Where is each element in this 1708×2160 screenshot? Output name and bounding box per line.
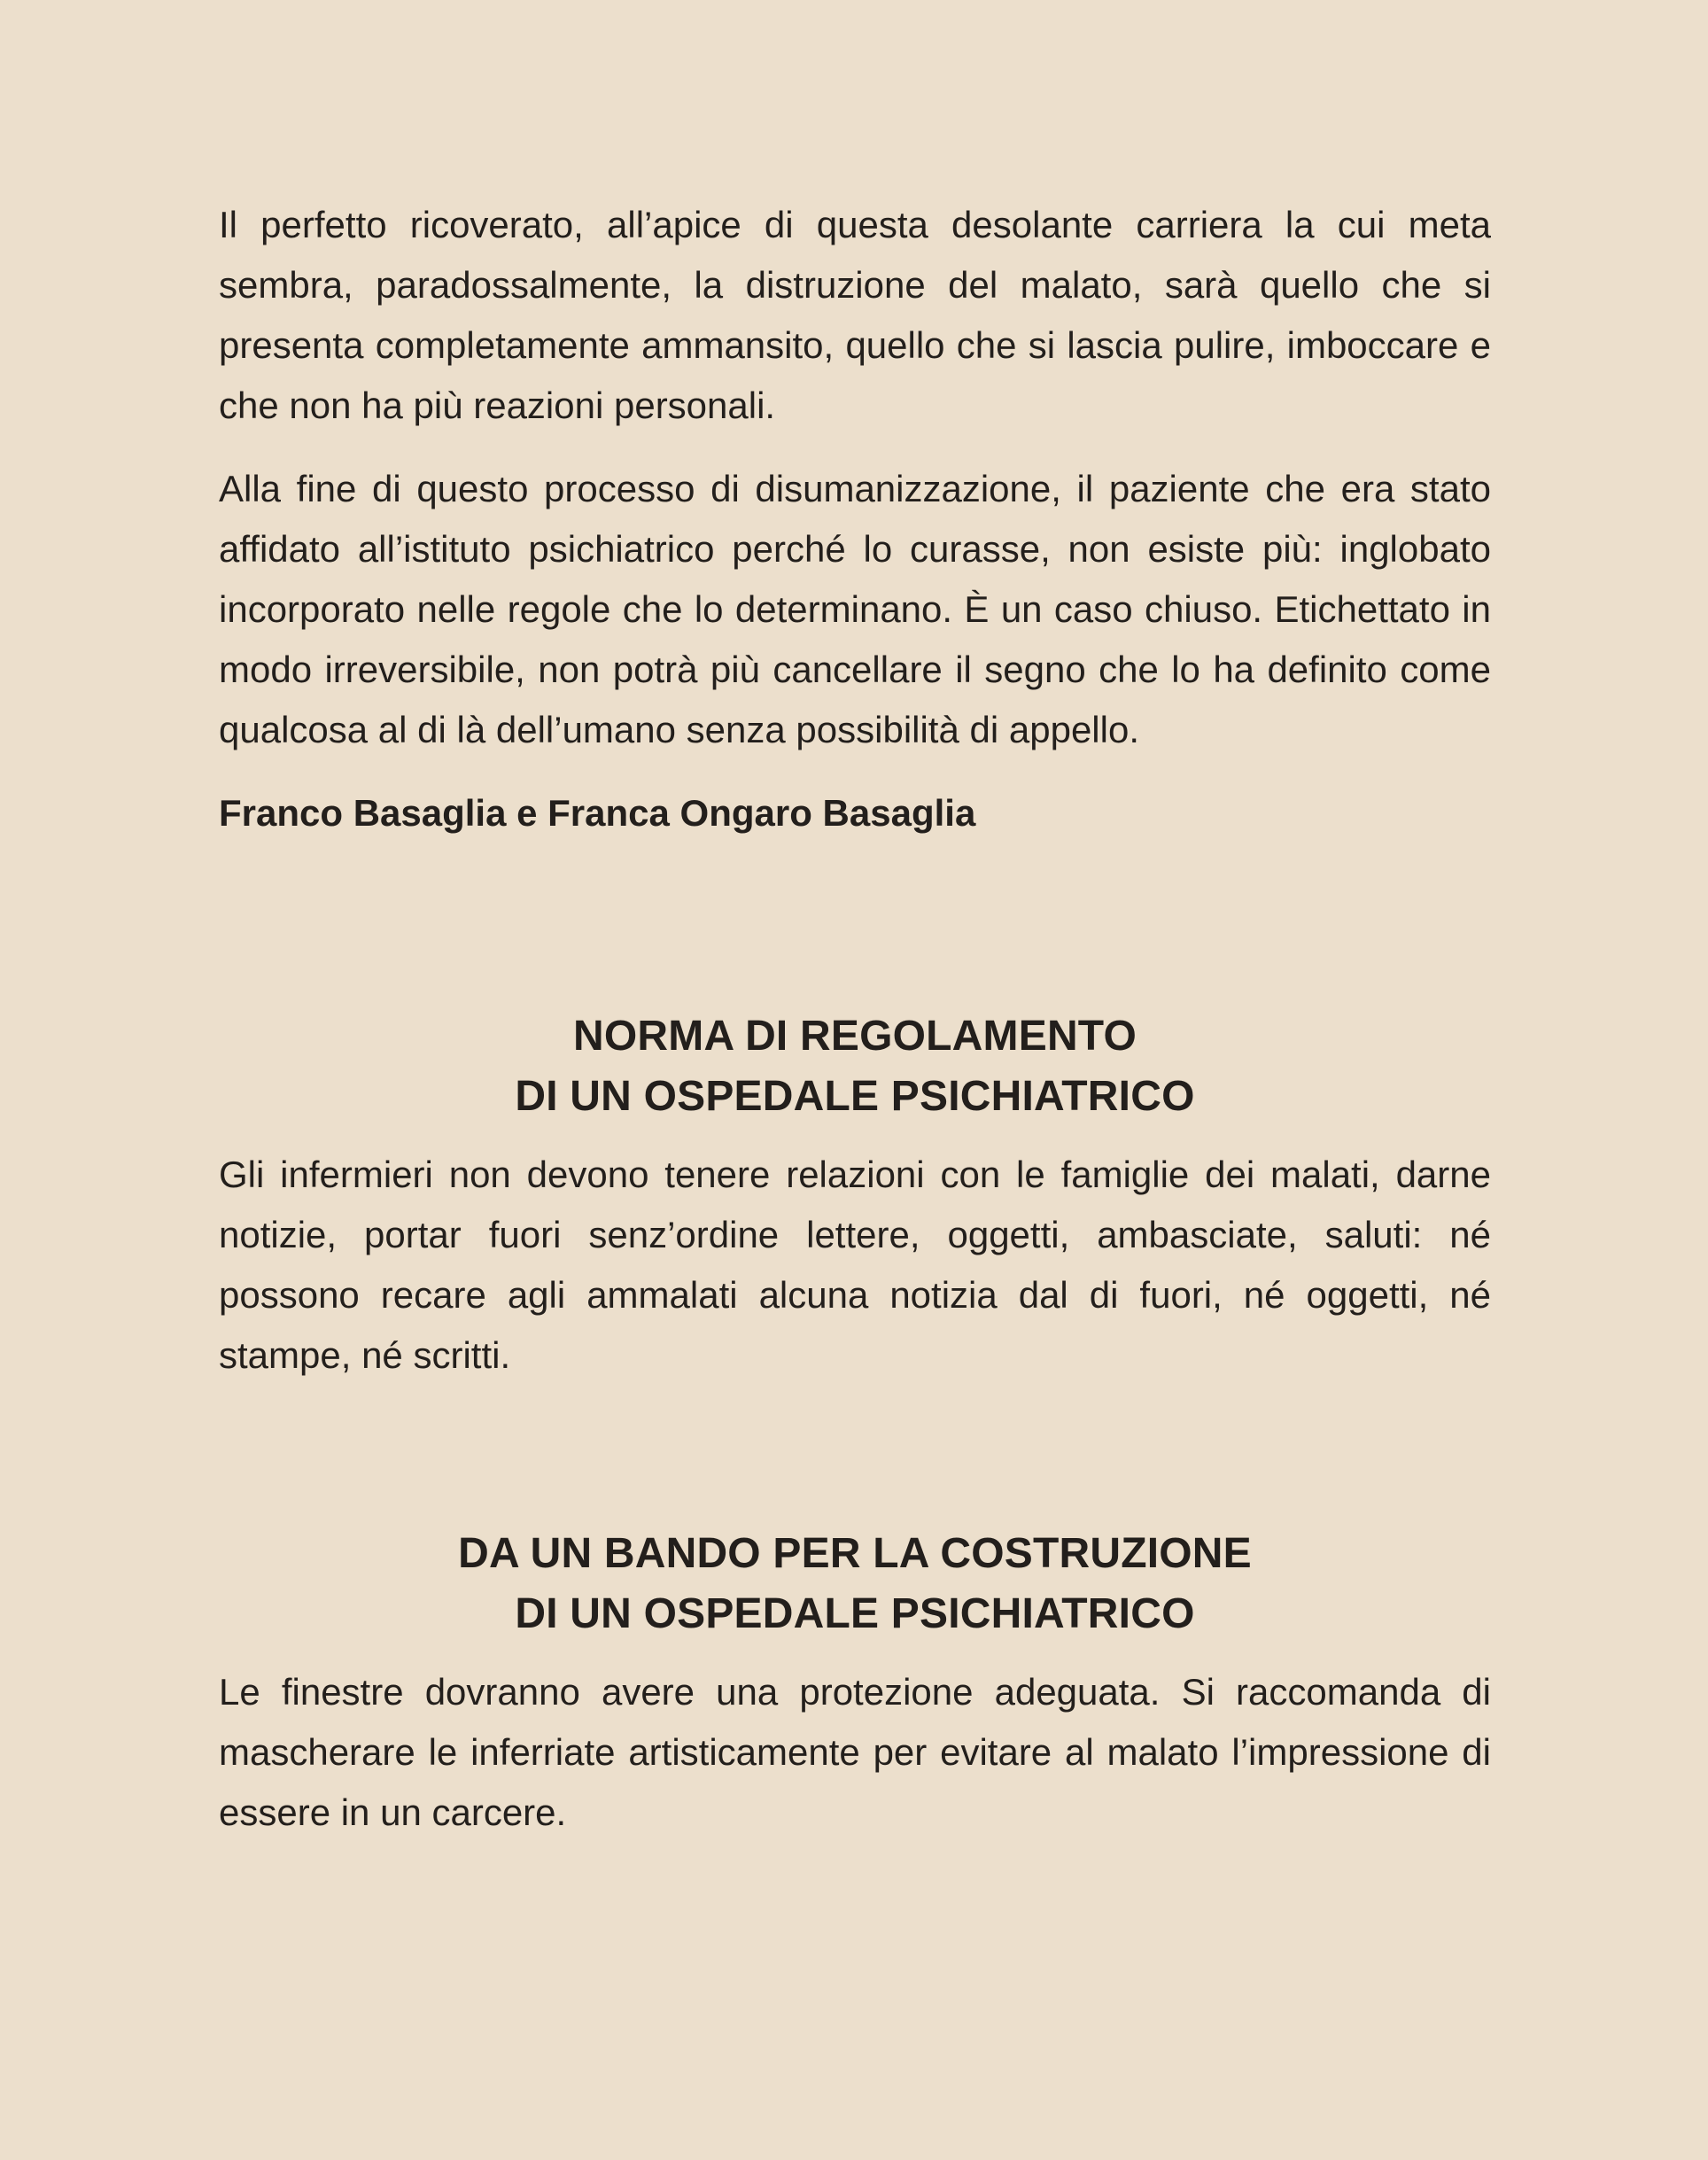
section-bando-heading-line-2: DI UN OSPEDALE PSICHIATRICO (515, 1590, 1195, 1637)
quote-paragraph-2: Alla fine di questo processo di disumanizzazione, il paziente che era stato affidato all’istituto psichiatrico perché lo curasse, non esiste più: inglobato incorporato nelle regole che lo determinano. È un caso chiuso. Etichettato in modo irreversibile, non potrà più cancellare il segno che lo ha definito come qualcosa al di là dell’umano senza possibilità di appello. (219, 468, 1491, 750)
section-bando-body: Le finestre dovranno avere una protezione adeguata. Si raccomanda di mascherare le inferriate artisticamente per evitare al malato l’impressione di essere in un carcere. (219, 1671, 1491, 1833)
section-norma-body: Gli infermieri non devono tenere relazioni con le famiglie dei malati, darne notizie, portar fuori senz’ordine lettere, oggetti, ambasciate, saluti: né possono recare agli ammalati alcuna notizia dal di fuori, né oggetti, né stampe, né scritti. (219, 1154, 1491, 1376)
section-norma-heading-line-1: NORMA DI REGOLAMENTO (573, 1013, 1137, 1060)
quote-author: Franco Basaglia e Franca Ongaro Basaglia (219, 792, 976, 834)
section-norma (219, 1006, 1491, 1386)
section-bando-heading-line-1: DA UN BANDO PER LA COSTRUZIONE (458, 1530, 1252, 1577)
section-norma-heading-line-2: DI UN OSPEDALE PSICHIATRICO (515, 1073, 1195, 1120)
quote-paragraph-1: Il perfetto ricoverato, all’apice di questa desolante carriera la cui meta sembra, paradossalmente, la distruzione del malato, sarà quello che si presenta completamente ammansito, quello che si lascia pulire, imboccare e che non ha più reazioni personali. (219, 204, 1491, 426)
document-page (219, 195, 1491, 1843)
section-bando (219, 1524, 1491, 1843)
